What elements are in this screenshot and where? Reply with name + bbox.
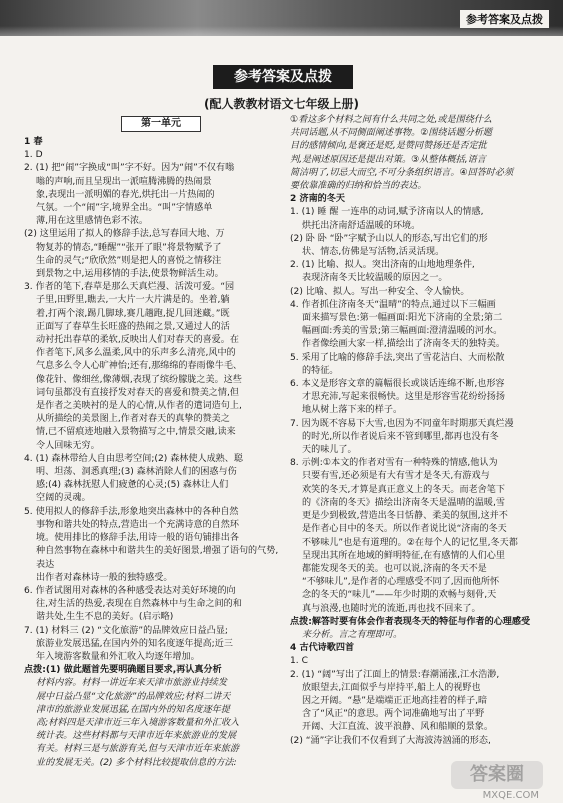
answer-line: 正面写了春草生长旺盛的热闹之景,又通过人的活 <box>36 321 230 332</box>
answer-line: 往,对生活的热爱,表现在自然森林中与生命之间的和 <box>36 599 242 610</box>
answer-line: 7. (1) 材料三 (2) “文化旅游”的品牌效应日益凸显; <box>24 625 228 636</box>
answer-line: 津市的旅游业发展迅猛,在国内外的知名度逐年提 <box>36 704 230 715</box>
answer-line: 谐共处,生生不息的美好。(启示略) <box>36 612 174 623</box>
answer-line: 才思充沛,写起来很畅快。这里是形容雪花纷纷扬扬 <box>302 392 505 403</box>
answer-line: ①看这多个材料之间有什么共同之处,或是围绕什么 <box>290 115 493 125</box>
answer-line: 薄,用在这里感情色彩不浓。 <box>36 216 149 227</box>
banner-title: 参考答案及点拨 <box>460 10 549 28</box>
watermark-url: MXQE.COM <box>482 790 539 801</box>
answer-line: 只要有雪,还必须是有大有雪才是冬天,有游戏与 <box>302 471 490 482</box>
answer-line: 因之开阔。“悬”是端端正正地高挂着的样子,暗 <box>302 695 488 706</box>
answer-line: 1. D <box>24 150 43 161</box>
answer-line: 作者笔下,风多么温柔,风中的乐声多么清亮,风中的 <box>36 348 236 359</box>
watermark-logo: 答案圈 <box>451 761 543 789</box>
answer-line: 动衬托出春草的柔软,反映出人们对春天的喜爱。在 <box>36 335 239 346</box>
answer-line: 8. 示例:①本文的作者对雪有一种特殊的情感,他认为 <box>290 458 498 469</box>
answer-line: 面来描写景色:第一幅画面:阳光下济南的全景;第二 <box>302 313 503 324</box>
answer-line: 1 春 <box>24 137 43 147</box>
answer-line: (2) “涌”字让我们不仅看到了大海波涛汹涌的形态, <box>290 735 491 746</box>
left-column <box>24 136 286 770</box>
answer-line: 呈现出其所在地域的鲜明特征,在有感情的人们心里 <box>302 550 505 561</box>
answer-line: 都能发现冬天的美。也可以说,济南的冬天不是 <box>302 563 487 574</box>
header-banner <box>0 0 563 36</box>
right-column <box>290 114 552 748</box>
answer-line: 业的发展无关。(2) 多个材料比较提取信息的方法: <box>36 757 237 768</box>
answer-line: 2. (1) “阔”写出了江面上的情景:春潮涌涨,江水浩渺, <box>290 669 500 680</box>
answer-line: 烘托出济南舒适温暖的环境。 <box>302 220 421 231</box>
answer-line: 表现济南冬天比较温暖的原因之一。 <box>302 273 448 284</box>
answer-line: 象,表现出一派明媚的春光,烘托出一片热闹的 <box>36 189 215 200</box>
answer-line: 境。使用排比的修辞手法,用诗一般的语句铺排出各 <box>36 533 239 544</box>
answer-line: 种自然事物在森林中和谐共生的美好图景,增强了语句的气势,表达 <box>36 546 279 570</box>
answer-line: 子里,田野里,瞧去,一大片一大片满是的。坐着,躺 <box>36 295 230 306</box>
answer-line: 年入境游客数量和外汇收入均逐年增加。 <box>36 651 200 662</box>
answer-line: 不够味儿”也是有道理的。②在每个人的记忆里,冬天都 <box>302 537 518 548</box>
answer-line: 点拨:解答时要有体会作者表现冬天的特征与作者的心理感受 <box>290 616 531 627</box>
answer-line: 有关。材料三是与旅游有关,但与天津市近年来旅游 <box>36 744 239 755</box>
answer-line: 判,是阐述原因还是提出对策。③从整体概括,语言 <box>290 154 486 165</box>
answer-line: 6. 作者试图用对森林的各种感受表达对美好环境的向 <box>24 585 236 596</box>
answer-line: 2 济南的冬天 <box>290 194 345 205</box>
answer-line: 像花针、像细丝,像薄烟,表现了缤纷朦胧之美。这些 <box>36 374 242 385</box>
answer-line: 共同话题,从不同侧面阐述事物。②围绕话题分析题 <box>290 128 493 139</box>
answer-line: 更是少到极致,营造出冬日恬静、柔美的氛围,这并不 <box>302 511 508 522</box>
answer-line: 情,已不留痕迹地融入景物描写之中,情景交融,读来 <box>36 427 236 438</box>
answer-line: 是作者心目中的冬天。所以作者说比说“济南的冬天 <box>302 524 507 535</box>
answer-line: 欢笑的冬天,才算是真正意义上的冬天。而老舍笔下 <box>302 484 505 495</box>
answer-line: 生命的灵气;“欣欣然”则是把人的喜悦之情移注 <box>36 255 222 266</box>
answer-line: 4. (1) 森林带给人自由思考空间;(2) 森林使人成熟、聪 <box>24 453 243 464</box>
answer-line: 点拨:(1) 做此题首先要明确题目要求,再认真分析 <box>24 665 222 676</box>
answer-line: 开阔、大江直流、波平浪静、风和船顺的景象。 <box>302 722 493 733</box>
answer-line: 1. C <box>290 656 308 667</box>
answer-line: (2) 比喻、拟人。写出一种安全、令人愉快。 <box>290 286 470 297</box>
answer-line: 含了“风正”的意思。两个词准确地写出了平野 <box>302 709 485 720</box>
answer-line: 令人回味无穷。 <box>36 440 100 451</box>
answer-line: 嗡的声响,而且呈现出一派喧腾沸腾的热闹景 <box>36 176 212 187</box>
answer-line: (2) 卧 卧 “卧”字赋予山以人的形态,写出它们的形 <box>290 233 488 244</box>
answer-line: 地从树上落下来的样子。 <box>302 405 403 416</box>
answer-line: 2. (1) 把“闹”字换成“叫”字不好。因为“闹”不仅有嗡 <box>24 163 235 174</box>
answer-line: 展中日益凸显“文化旅游”的品牌效应;材料二讲天 <box>36 691 231 702</box>
answer-line: 的《济南的冬天》描绘出济南冬天是温晴的温暖,雪 <box>302 497 505 508</box>
answer-line: 5. 使用拟人的修辞手法,形象地突出森林中的各种自然 <box>24 506 239 517</box>
answer-line: 着,打两个滚,踢几脚球,赛几趟跑,捉几回迷藏。”既 <box>36 308 230 319</box>
answer-line: 3. 作者的笔下,春草是那么天真烂漫、活泼可爱。“园 <box>24 282 235 293</box>
answer-line: 到景物之中,运用移情的手法,使景物鲜活生动。 <box>36 269 224 280</box>
answer-line: 要依靠准确的归纳和恰当的表达。 <box>290 181 427 192</box>
answer-line: 统计表。这些材料都与天津市近年来旅游业的发展 <box>36 731 237 742</box>
answer-line: 来分析。言之有理即可。 <box>302 629 403 640</box>
answer-line: 6. 本义是形容文章的篇幅很长或谈话连绵不断,也形容 <box>290 379 505 390</box>
answer-line: 材料内容。材料一讲近年来天津市旅游业持续发 <box>36 678 227 689</box>
answer-line: 词句虽都没有直接抒发对春天的喜爱和赞美之情,但 <box>36 387 239 398</box>
answer-line: 出作者对森林诗一般的独特感受。 <box>36 572 173 583</box>
answer-line: 气氛。一个“闹”字,境界全出。“叫”字情感单 <box>36 203 213 214</box>
answer-line: 事物和谐共处的特点,营造出一个充满诗意的自然环 <box>36 519 239 530</box>
answer-line: 放眼望去,江面似乎与岸持平,船上人的视野也 <box>302 682 481 693</box>
answer-line: 感;(4) 森林抚慰人们疲惫的心灵;(5) 森林让人们 <box>36 480 229 491</box>
answer-line: (2) 这里运用了拟人的修辞手法,总写春回大地、万 <box>24 229 225 240</box>
answer-line: 是作者之美映衬的是人的心情,从作者的遣词造句上, <box>36 401 242 412</box>
answer-line: 状、情态,仿佛是写活物,活灵活现。 <box>302 247 445 258</box>
answer-line: 气息多么令人心旷神怡;还有,那绵绵的春雨像牛毛、 <box>36 361 243 372</box>
answer-line: 的时光,所以作者说后来不管到哪里,都再也没有冬 <box>302 431 499 442</box>
unit-label: 第一单元 <box>121 116 201 132</box>
answer-line: 物复苏的情态,“睡醒”“张开了眼”将景物赋予了 <box>36 242 222 253</box>
page-subtitle: (配人教教材语文七年级上册) <box>204 97 359 111</box>
answer-line: 目的感情倾向,是褒还是贬,是赞同赞扬还是否定批 <box>290 141 487 152</box>
answer-line: 明、坦荡、洞悉真理;(3) 森林消除人们的困惑与伤 <box>36 467 237 478</box>
page-title: 参考答案及点拨 <box>213 65 353 89</box>
answer-line: 念的冬天的“味儿”——年少时期的欢畅与刻骨,天 <box>302 590 497 601</box>
answer-line: 真与浪漫,也随时光的流逝,再也找不回来了。 <box>302 603 481 614</box>
answer-line: 简洁明了,切忌大而空,不可分条组织语言。④回答时必须 <box>290 167 514 178</box>
answer-line: 2. (1) 比喻、拟人。突出济南的山地地理条件, <box>290 260 475 271</box>
answer-line: 从所描绘的美景图上,作者对春天的真挚的赞美之 <box>36 414 230 425</box>
answer-line: 旅游业发展迅猛,在国内外的知名度逐年提高;近三 <box>36 638 233 649</box>
answer-line: 1. (1) 睡 醒 一连串的动词,赋予济南以人的情感, <box>290 207 484 218</box>
answer-line: 空阔的灵魂。 <box>36 493 91 504</box>
answer-line: 作者像绘画大家一样,描绘出了济南冬天的独特美。 <box>302 339 505 350</box>
answer-line: 5. 采用了比喻的修辞手法,突出了雪花洁白、大而松散 <box>290 352 505 363</box>
answer-line: 7. 因为既不容易下大雪,也因为不同童年时期那天真烂漫 <box>290 418 514 429</box>
answer-line: “不够味儿”,是作者的心理感受不同了,因而他所怀 <box>302 577 500 588</box>
answer-line: 高;材料四是天津市近三年入境游客数量和外汇收入 <box>36 717 240 728</box>
answer-line: 4 古代诗歌四首 <box>290 643 355 654</box>
answer-line: 的特征。 <box>302 365 339 376</box>
answer-line: 天的味儿了。 <box>302 445 357 456</box>
answer-line: 4. 作者抓住济南冬天“温晴”的特点,通过以下三幅画 <box>290 299 496 310</box>
answer-line: 幅画面:秀美的雪景;第三幅画面:澄清温暖的河水。 <box>302 326 503 337</box>
